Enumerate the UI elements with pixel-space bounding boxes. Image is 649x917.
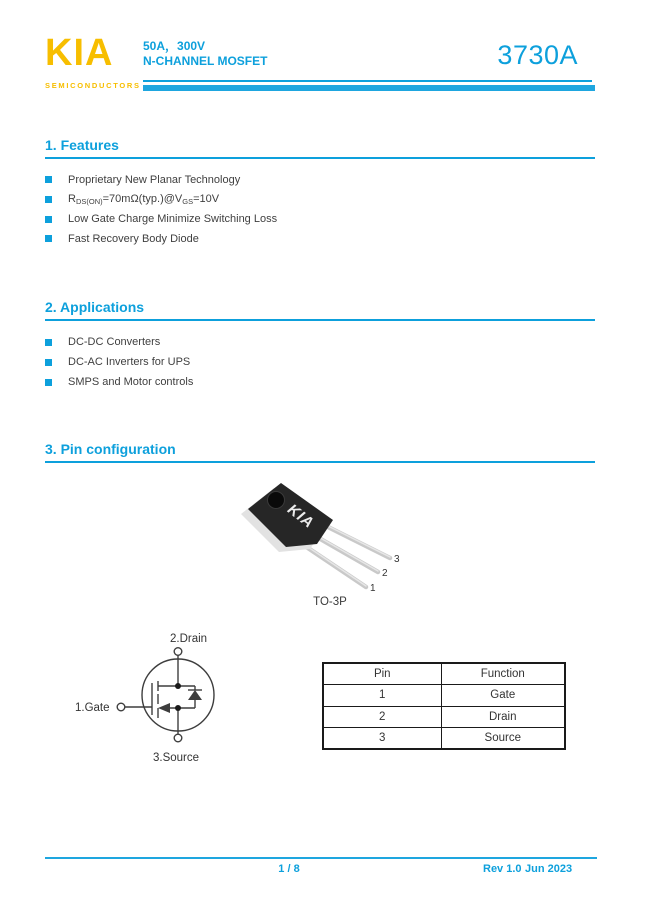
bullet-square-icon — [45, 235, 52, 242]
applications-list — [45, 332, 565, 392]
revision-date: Jun 2023 — [525, 863, 573, 875]
table-row — [323, 728, 565, 750]
feature-text: $R_{DS(ON)}=70m\Omega(typ.)@V_{GS}=10V$ — [68, 193, 220, 207]
revision-label: Rev 1.0 — [483, 863, 522, 875]
pin-number-cell: 3 — [323, 728, 441, 750]
application-text: DC-DC Converters — [68, 336, 161, 348]
bullet-square-icon — [45, 216, 52, 223]
list-item — [45, 190, 565, 210]
bullet-square-icon — [45, 359, 52, 366]
list-item — [45, 209, 565, 229]
pin-number-cell: 2 — [323, 706, 441, 728]
package-photo — [220, 470, 440, 595]
table-row — [323, 685, 565, 707]
features-list — [45, 170, 565, 249]
section-rule-features — [45, 157, 595, 159]
section-title-pin-configuration: 3. Pin configuration — [45, 441, 176, 457]
table-header-function: Function — [441, 663, 565, 685]
list-item — [45, 332, 565, 352]
list-item — [45, 170, 565, 190]
section-rule-applications — [45, 319, 595, 321]
pin-function-cell: Drain — [441, 706, 565, 728]
drain-terminal — [174, 648, 182, 656]
header-rule-thin — [143, 80, 592, 82]
device-rating: 50A，300V — [143, 39, 206, 53]
device-type: N-CHANNEL MOSFET — [143, 54, 268, 68]
pin-function-table — [322, 662, 566, 750]
body-arrow — [158, 703, 170, 713]
feature-text: Fast Recovery Body Diode — [68, 232, 199, 245]
section-title-features: 1. Features — [45, 137, 119, 153]
feature-text: Proprietary New Planar Technology — [68, 173, 241, 186]
pin3-label: 3 — [394, 554, 400, 565]
source-label: 3.Source — [153, 752, 200, 764]
feature-text: Low Gate Charge Minimize Switching Loss — [68, 213, 278, 226]
table-row — [323, 706, 565, 728]
table-header-pin: Pin — [323, 663, 441, 685]
pin-function-cell: Source — [441, 728, 565, 750]
package-mounting-hole — [268, 492, 285, 509]
device-summary — [143, 39, 267, 69]
drain-label: 2.Drain — [170, 633, 208, 645]
list-item — [45, 229, 565, 249]
gate-label: 1.Gate — [75, 702, 110, 714]
brand-logo: KIA — [45, 32, 114, 74]
list-item — [45, 352, 565, 372]
table-header-row — [323, 663, 565, 685]
body-diode — [188, 690, 202, 700]
header-rule-thick — [143, 85, 595, 91]
pin-function-cell: Gate — [441, 685, 565, 707]
package-caption: TO-3P — [313, 596, 347, 608]
application-text: DC-AC Inverters for UPS — [68, 356, 191, 368]
bullet-square-icon — [45, 339, 52, 346]
package-brand-text: KIA — [284, 500, 318, 533]
gate-terminal — [117, 703, 125, 711]
section-rule-pin-configuration — [45, 461, 595, 463]
application-text: SMPS and Motor controls — [68, 376, 194, 388]
source-terminal — [174, 734, 182, 742]
pin-number-cell: 1 — [323, 685, 441, 707]
section-title-applications: 2. Applications — [45, 299, 145, 315]
list-item — [45, 372, 565, 392]
source-node-dot — [175, 705, 181, 711]
page-number: 1 / 8 — [278, 863, 300, 875]
bullet-square-icon — [45, 196, 52, 203]
bullet-square-icon — [45, 176, 52, 183]
part-number: 3730A — [497, 40, 578, 70]
mosfet-symbol — [70, 628, 240, 768]
footer-rule — [45, 857, 597, 859]
pin2-label: 2 — [382, 568, 388, 579]
brand-logo-subtext: SEMICONDUCTORS — [45, 81, 141, 90]
drain-node-dot — [175, 683, 181, 689]
pin1-label: 1 — [370, 583, 376, 594]
bullet-square-icon — [45, 379, 52, 386]
